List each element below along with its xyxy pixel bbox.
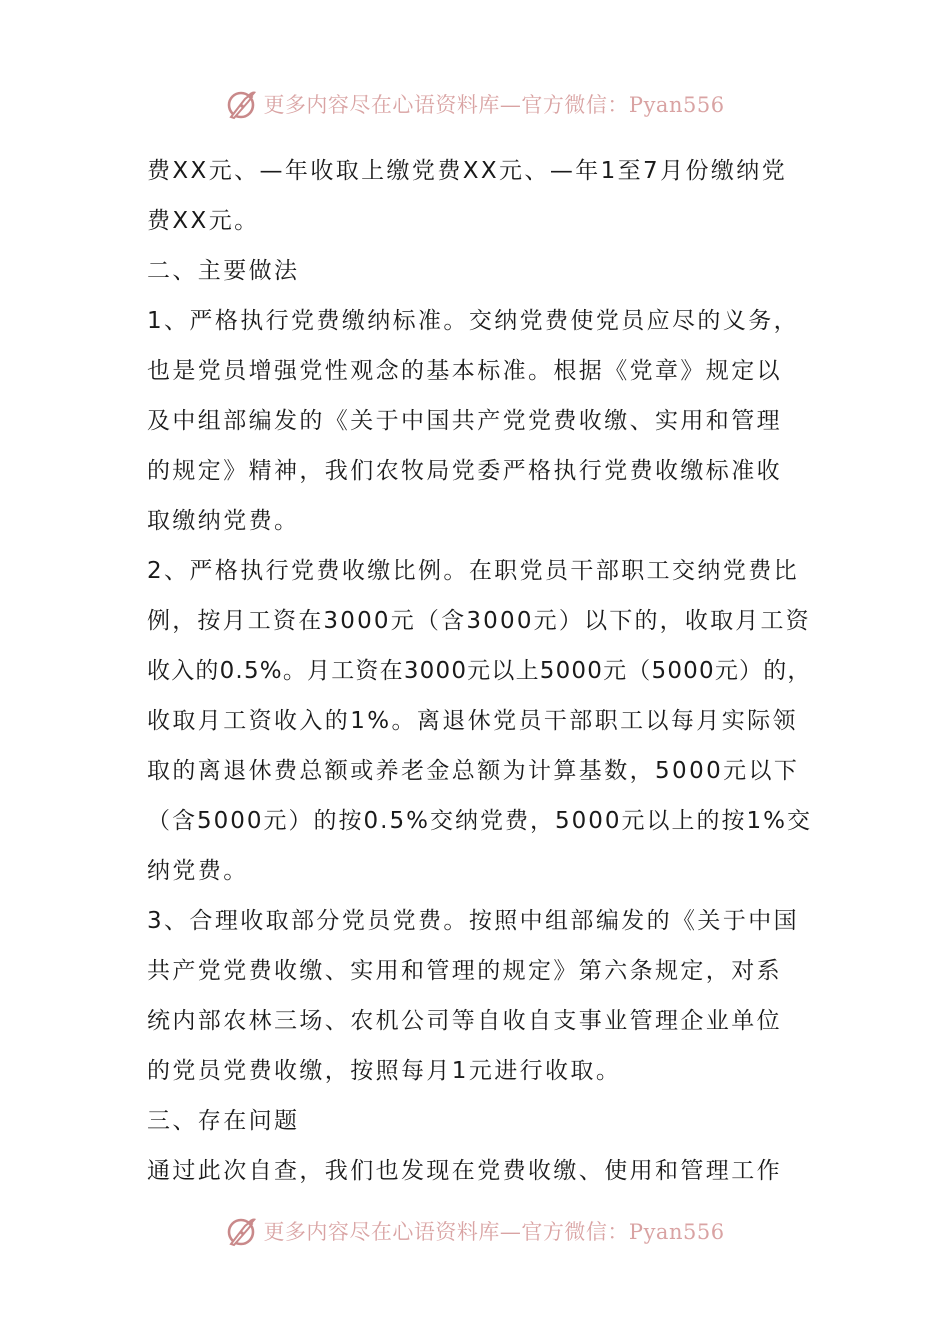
text-line: 费XX元。 — [147, 208, 260, 234]
text-line: 收取月工资收入的1%。离退休党员干部职工以每月实际领 — [147, 708, 798, 734]
text-line: 的规定》精神，我们农牧局党委严格执行党费收缴标准收 — [147, 458, 782, 484]
pen-nib-circle-icon — [225, 87, 259, 121]
watermark-text: 更多内容尽在心语资料库—官方微信：Pyan556 — [263, 1220, 725, 1244]
watermark-text: 更多内容尽在心语资料库—官方微信：Pyan556 — [263, 93, 725, 117]
text-line: 2、严格执行党费收缴比例。在职党员干部职工交纳党费比 — [147, 558, 800, 584]
text-line: （含5000元）的按0.5%交纳党费，5000元以上的按1%交 — [147, 808, 812, 834]
text-line: 收入的0.5%。月工资在3000元以上5000元（5000元）的， — [147, 658, 812, 684]
text-line: 1、严格执行党费缴纳标准。交纳党费使党员应尽的义务， — [147, 308, 800, 334]
section-heading: 三、存在问题 — [147, 1108, 300, 1134]
document-body — [147, 146, 811, 1196]
text-line: 取的离退休费总额或养老金总额为计算基数，5000元以下 — [147, 758, 800, 784]
pen-nib-circle-icon — [225, 1214, 259, 1248]
section-heading: 二、主要做法 — [147, 258, 300, 284]
text-line: 3、合理收取部分党员党费。按照中组部编发的《关于中国 — [147, 908, 800, 934]
text-line: 也是党员增强党性观念的基本标准。根据《党章》规定以 — [147, 358, 782, 384]
text-line: 共产党党费收缴、实用和管理的规定》第六条规定，对系 — [147, 958, 782, 984]
header-watermark — [0, 84, 950, 124]
text-line: 取缴纳党费。 — [147, 508, 300, 534]
text-line: 纳党费。 — [147, 858, 249, 884]
text-line: 及中组部编发的《关于中国共产党党费收缴、实用和管理 — [147, 408, 782, 434]
text-line: 统内部农林三场、农机公司等自收自支事业管理企业单位 — [147, 1008, 782, 1034]
text-line: 的党员党费收缴，按照每月1元进行收取。 — [147, 1058, 622, 1084]
footer-watermark — [0, 1211, 950, 1251]
text-line: 例，按月工资在3000元（含3000元）以下的，收取月工资 — [147, 608, 811, 634]
text-line: 通过此次自查，我们也发现在党费收缴、使用和管理工作 — [147, 1158, 782, 1184]
text-line: 费XX元、—年收取上缴党费XX元、—年1至7月份缴纳党 — [147, 158, 788, 184]
